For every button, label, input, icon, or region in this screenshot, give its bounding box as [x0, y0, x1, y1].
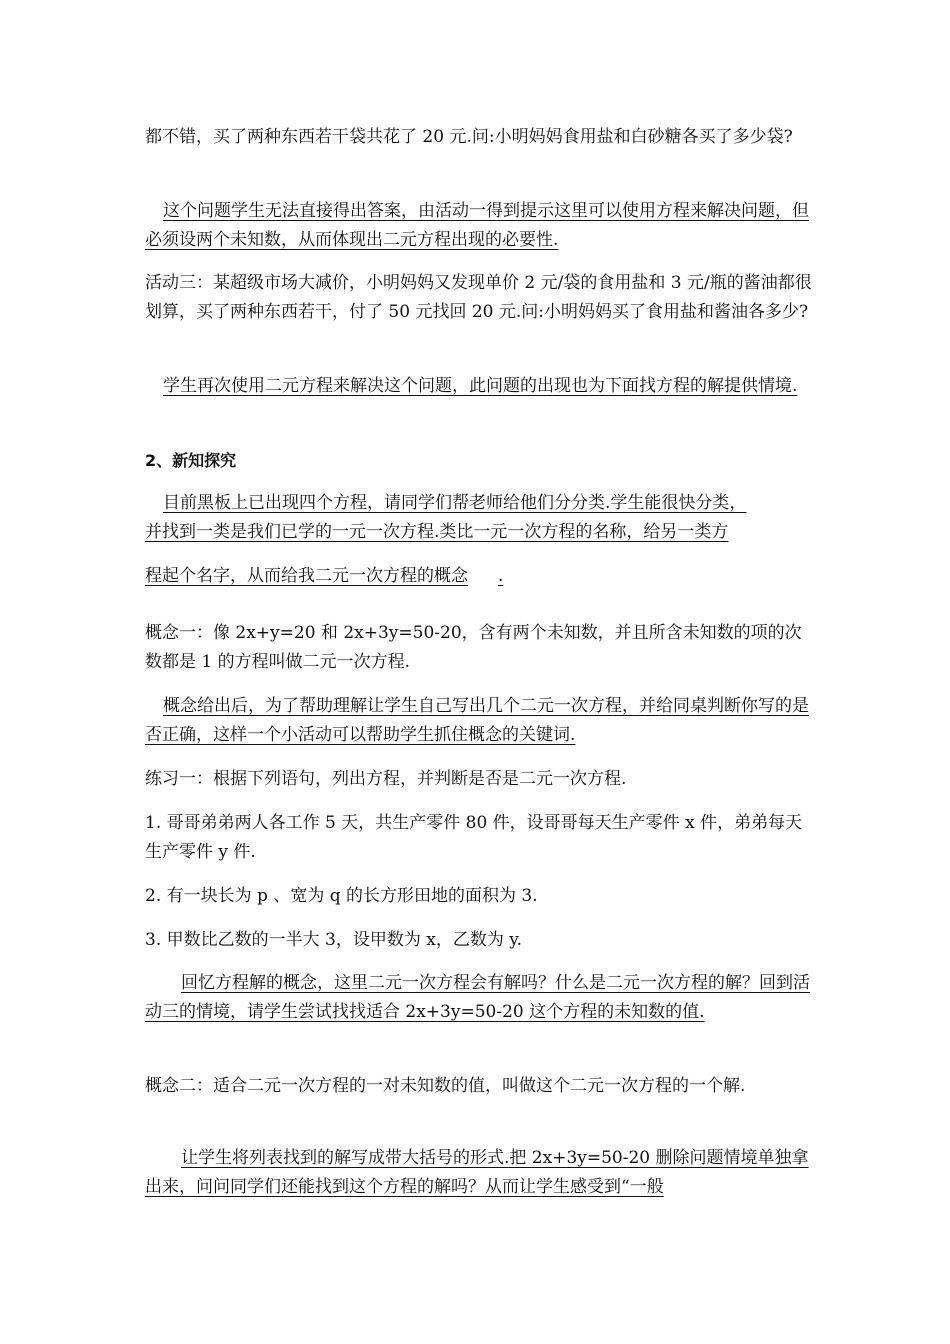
exercise-item-1: 1. 哥哥弟弟两人各工作 5 天，共生产零件 80 件，设哥哥每天生产零件 x 件，弟弟每天生产零件 y 件.	[145, 813, 803, 862]
commentary-3-text: 程起个名字，从而给我二元一次方程的概念	[145, 566, 468, 586]
paragraph-commentary-3-line1: 目前黑板上已出现四个方程，请同学们帮老师给他们分分类.学生能很快分类，	[163, 493, 747, 513]
paragraph-activity3: 活动三：某超级市场大减价，小明妈妈又发现单价 2 元/袋的食用盐和 3 元/瓶的酱油都很划算，买了两种东西若干，付了 50 元找回 20 元.问:小明妈妈买了食用盐和酱油各多少?	[145, 273, 812, 322]
paragraph-concept-1: 概念一：像 2x+y=20 和 2x+3y=50-20，含有两个未知数，并且所含未知数的项的次数都是 1 的方程叫做二元一次方程.	[145, 623, 802, 672]
paragraph-commentary-4: 概念给出后，为了帮助理解让学生自己写出几个二元一次方程，并给同桌判断你写的是否正确，这样一个小活动可以帮助学生抓住概念的关键词.	[145, 696, 809, 745]
paragraph-commentary-6: 让学生将列表找到的解写成带大括号的形式.把 2x+3y=50-20 删除问题情境单独拿出来，问问同学们还能找到这个方程的解吗？从而让学生感受到“一般	[145, 1148, 809, 1197]
paragraph-commentary-5: 回忆方程解的概念，这里二元一次方程会有解吗？什么是二元一次方程的解？回到活动三的情境，请学生尝试找找适合 2x+3y=50-20 这个方程的未知数的值.	[145, 973, 810, 1022]
exercise-item-3: 3. 甲数比乙数的一半大 3，设甲数为 x，乙数为 y.	[145, 930, 522, 950]
paragraph-commentary-3-line3	[145, 562, 815, 591]
paragraph-commentary-2: 学生再次使用二元方程来解决这个问题，此问题的出现也为下面找方程的解提供情境.	[163, 376, 798, 396]
paragraph-commentary-1: 这个问题学生无法直接得出答案，由活动一得到提示这里可以使用方程来解决问题，但必须设两个未知数，从而体现出二元方程出现的必要性.	[145, 201, 809, 250]
paragraph-concept-2: 概念二：适合二元一次方程的一对未知数的值，叫做这个二元一次方程的一个解.	[145, 1076, 746, 1096]
paragraph-commentary-3-line2: 并找到一类是我们已学的一元一次方程.类比一元一次方程的名称，给另一类方	[145, 522, 729, 542]
exercise-item-2: 2. 有一块长为 p 、宽为 q 的长方形田地的面积为 3.	[145, 886, 538, 906]
paragraph-exercise-1: 练习一：根据下列语句，列出方程，并判断是否是二元一次方程.	[145, 769, 627, 789]
commentary-3-tail: .	[498, 566, 504, 586]
section-heading: 2、新知探究	[145, 451, 237, 470]
paragraph-activity2-end: 都不错，买了两种东西若干袋共花了 20 元.问:小明妈妈食用盐和白砂糖各买了多少袋?	[145, 127, 793, 147]
